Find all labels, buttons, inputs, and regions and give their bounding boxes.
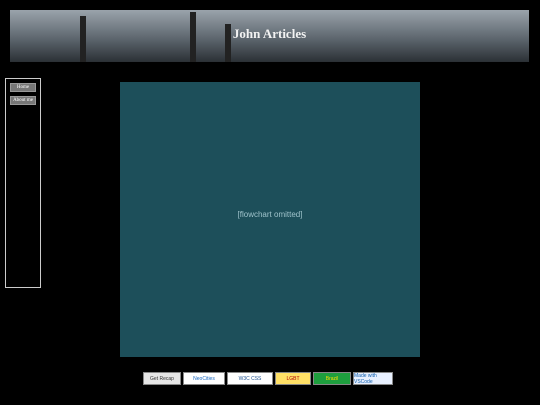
- placeholder-note: [flowchart omitted]: [237, 210, 303, 219]
- flowchart-placeholder: [120, 82, 420, 357]
- site-badge[interactable]: Made with VSCode: [353, 372, 393, 385]
- sidebar-nav: [5, 78, 41, 288]
- header-banner: [10, 10, 529, 62]
- nav-about-button[interactable]: About me: [10, 96, 36, 105]
- badge-row: [143, 372, 393, 385]
- nav-home-button[interactable]: Home: [10, 83, 36, 92]
- site-badge[interactable]: LGBT: [275, 372, 311, 385]
- site-badge[interactable]: NeoCities: [183, 372, 225, 385]
- site-badge[interactable]: Get Recap: [143, 372, 181, 385]
- site-badge[interactable]: W3C CSS: [227, 372, 273, 385]
- site-badge[interactable]: Brazil: [313, 372, 351, 385]
- site-title: John Articles: [232, 26, 307, 41]
